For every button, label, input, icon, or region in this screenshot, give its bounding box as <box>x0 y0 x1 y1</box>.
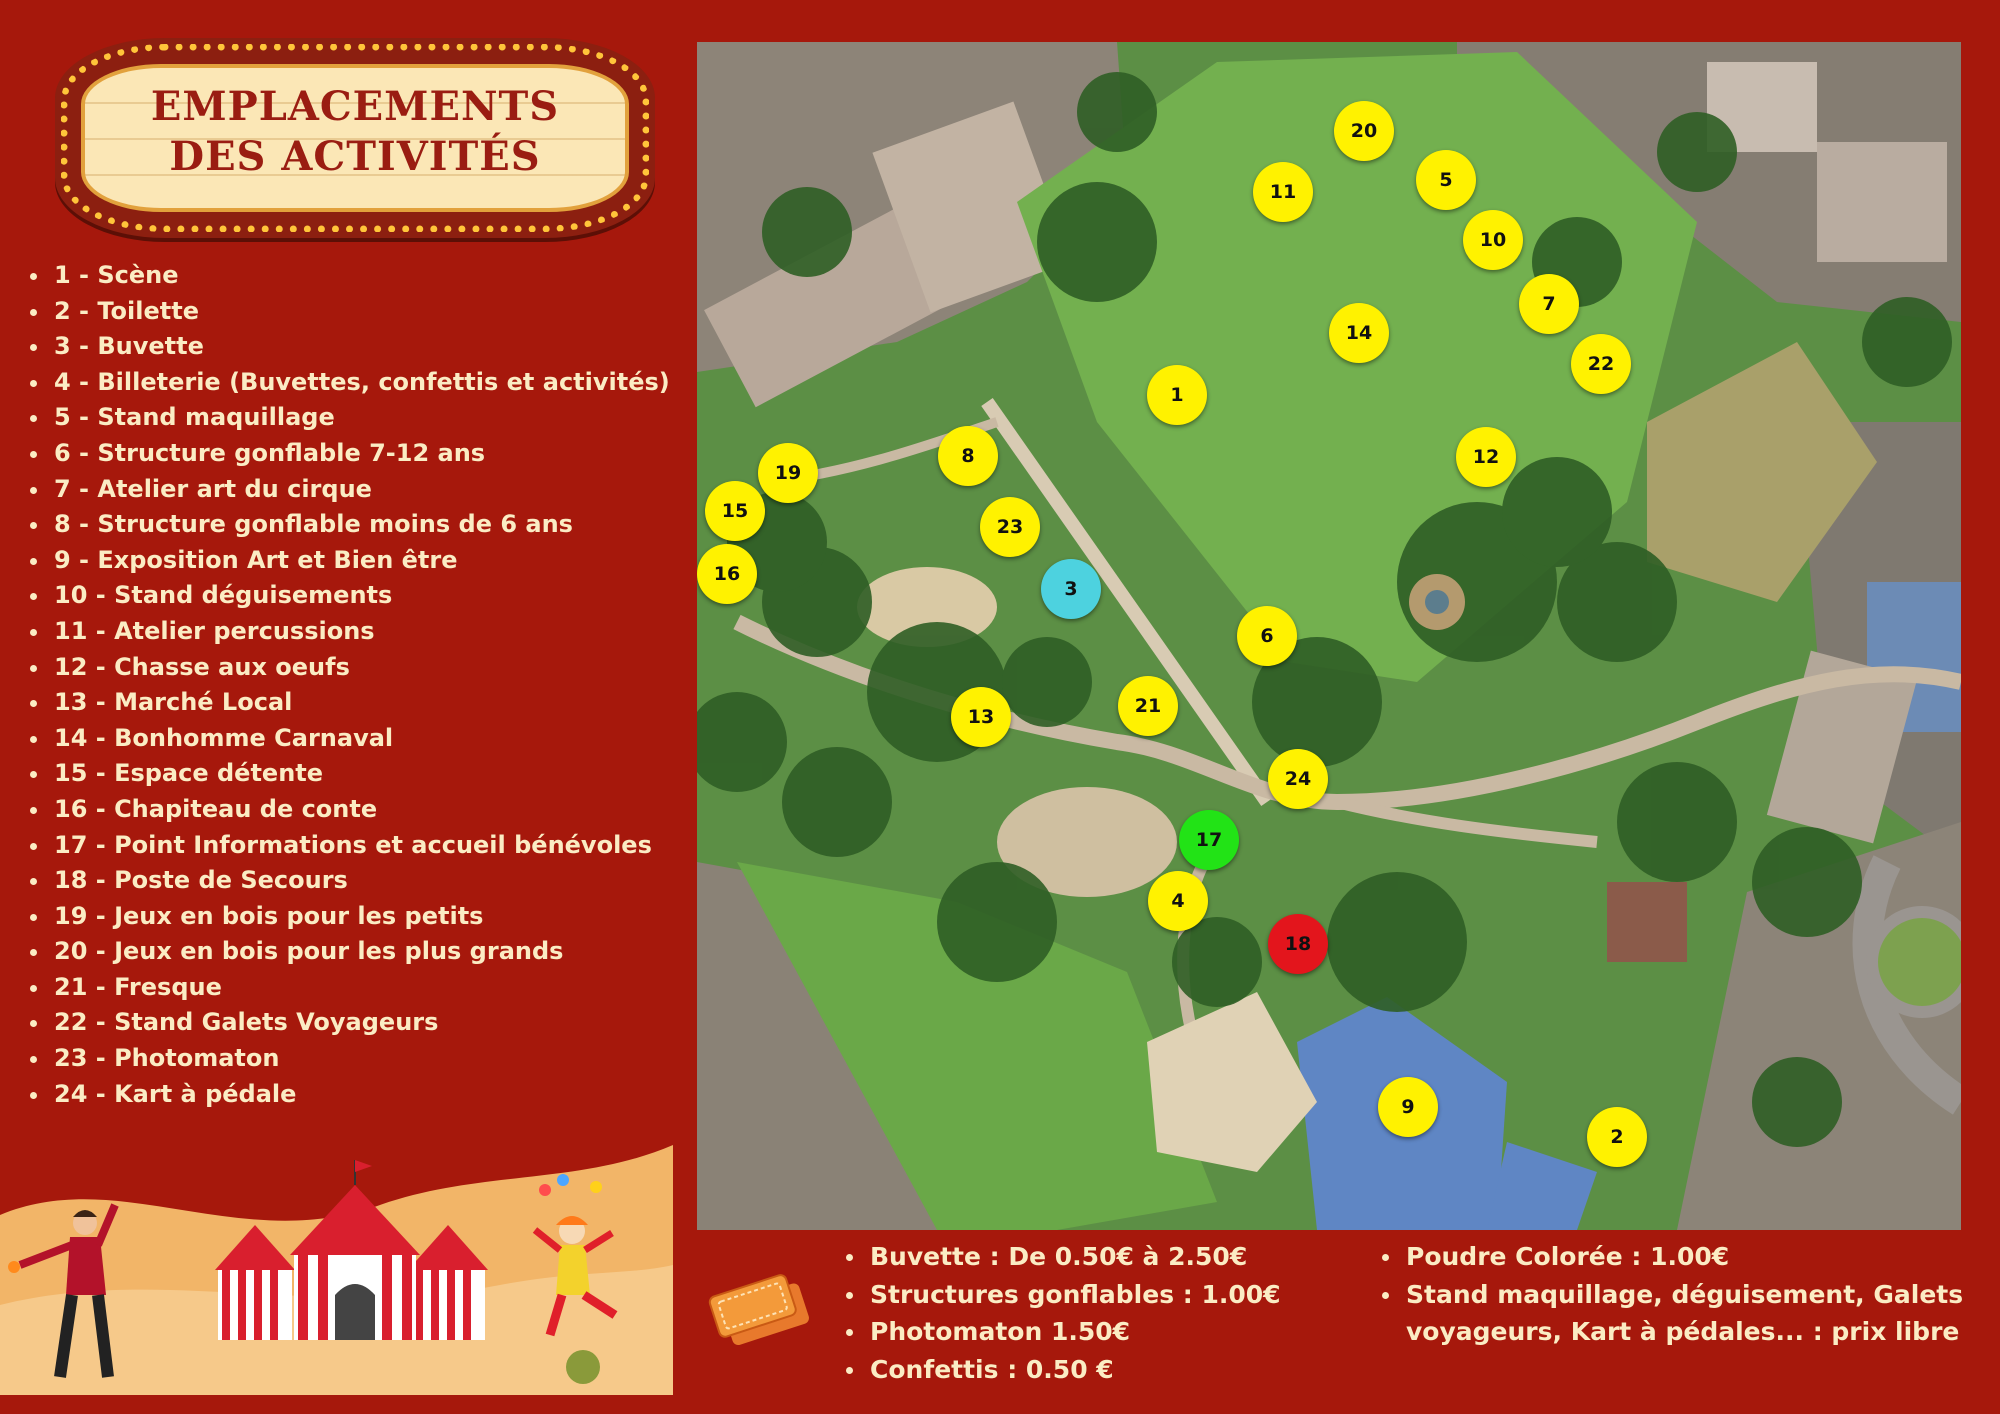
map-marker-2[interactable]: 2 <box>1587 1107 1647 1167</box>
price-item: Poudre Colorée : 1.00€ <box>1378 1238 1978 1276</box>
price-item: Confettis : 0.50 € <box>842 1351 1281 1389</box>
legend-item: 22 - Stand Galets Voyageurs <box>28 1005 670 1041</box>
page-title <box>55 82 655 182</box>
ticket-icon <box>703 1265 818 1360</box>
map-marker-6[interactable]: 6 <box>1237 606 1297 666</box>
map-marker-22[interactable]: 22 <box>1571 334 1631 394</box>
map-marker-13[interactable]: 13 <box>951 687 1011 747</box>
map-marker-15[interactable]: 15 <box>705 481 765 541</box>
map-marker-24[interactable]: 24 <box>1268 749 1328 809</box>
map-marker-14[interactable]: 14 <box>1329 303 1389 363</box>
price-item: Photomaton 1.50€ <box>842 1313 1281 1351</box>
legend-item: 13 - Marché Local <box>28 685 670 721</box>
legend-item: 5 - Stand maquillage <box>28 400 670 436</box>
title-line-2: DES ACTIVITÉS <box>169 133 541 180</box>
legend-item: 4 - Billeterie (Buvettes, confettis et activités) <box>28 365 670 401</box>
map-marker-20[interactable]: 20 <box>1334 101 1394 161</box>
legend-item: 19 - Jeux en bois pour les petits <box>28 899 670 935</box>
legend-item: 1 - Scène <box>28 258 670 294</box>
price-item: Stand maquillage, déguisement, Galets voyageurs, Kart à pédales... : prix libre <box>1378 1276 1978 1351</box>
title-sign <box>55 38 655 238</box>
map-marker-1[interactable]: 1 <box>1147 365 1207 425</box>
park-map <box>697 42 1961 1230</box>
legend-item: 8 - Structure gonflable moins de 6 ans <box>28 507 670 543</box>
map-marker-8[interactable]: 8 <box>938 426 998 486</box>
legend-item: 21 - Fresque <box>28 970 670 1006</box>
activity-legend <box>28 258 670 1112</box>
legend-item: 15 - Espace détente <box>28 756 670 792</box>
price-list-right <box>1378 1238 1978 1351</box>
legend-item: 9 - Exposition Art et Bien être <box>28 543 670 579</box>
map-marker-18[interactable]: 18 <box>1268 914 1328 974</box>
legend-item: 6 - Structure gonflable 7-12 ans <box>28 436 670 472</box>
map-marker-5[interactable]: 5 <box>1416 150 1476 210</box>
map-marker-3[interactable]: 3 <box>1041 559 1101 619</box>
legend-item: 18 - Poste de Secours <box>28 863 670 899</box>
legend-item: 10 - Stand déguisements <box>28 578 670 614</box>
legend-item: 24 - Kart à pédale <box>28 1077 670 1113</box>
legend-item: 11 - Atelier percussions <box>28 614 670 650</box>
legend-item: 14 - Bonhomme Carnaval <box>28 721 670 757</box>
map-marker-17[interactable]: 17 <box>1179 810 1239 870</box>
price-list-left <box>842 1238 1281 1388</box>
map-marker-21[interactable]: 21 <box>1118 676 1178 736</box>
legend-item: 2 - Toilette <box>28 294 670 330</box>
legend-item: 12 - Chasse aux oeufs <box>28 650 670 686</box>
title-line-1: EMPLACEMENTS <box>150 83 560 130</box>
legend-item: 23 - Photomaton <box>28 1041 670 1077</box>
map-marker-9[interactable]: 9 <box>1378 1077 1438 1137</box>
price-item: Structures gonflables : 1.00€ <box>842 1276 1281 1314</box>
legend-item: 16 - Chapiteau de conte <box>28 792 670 828</box>
legend-item: 20 - Jeux en bois pour les plus grands <box>28 934 670 970</box>
legend-item: 3 - Buvette <box>28 329 670 365</box>
map-marker-16[interactable]: 16 <box>697 544 757 604</box>
map-marker-7[interactable]: 7 <box>1519 274 1579 334</box>
map-marker-23[interactable]: 23 <box>980 497 1040 557</box>
map-marker-19[interactable]: 19 <box>758 443 818 503</box>
map-marker-11[interactable]: 11 <box>1253 162 1313 222</box>
map-marker-12[interactable]: 12 <box>1456 427 1516 487</box>
legend-item: 17 - Point Informations et accueil bénévoles <box>28 828 670 864</box>
map-marker-4[interactable]: 4 <box>1148 871 1208 931</box>
price-item: Buvette : De 0.50€ à 2.50€ <box>842 1238 1281 1276</box>
aerial-map-image <box>697 42 1961 1230</box>
map-marker-10[interactable]: 10 <box>1463 210 1523 270</box>
legend-item: 7 - Atelier art du cirque <box>28 472 670 508</box>
circus-illustration <box>0 1145 673 1395</box>
circus-tent-icon <box>215 1160 488 1340</box>
